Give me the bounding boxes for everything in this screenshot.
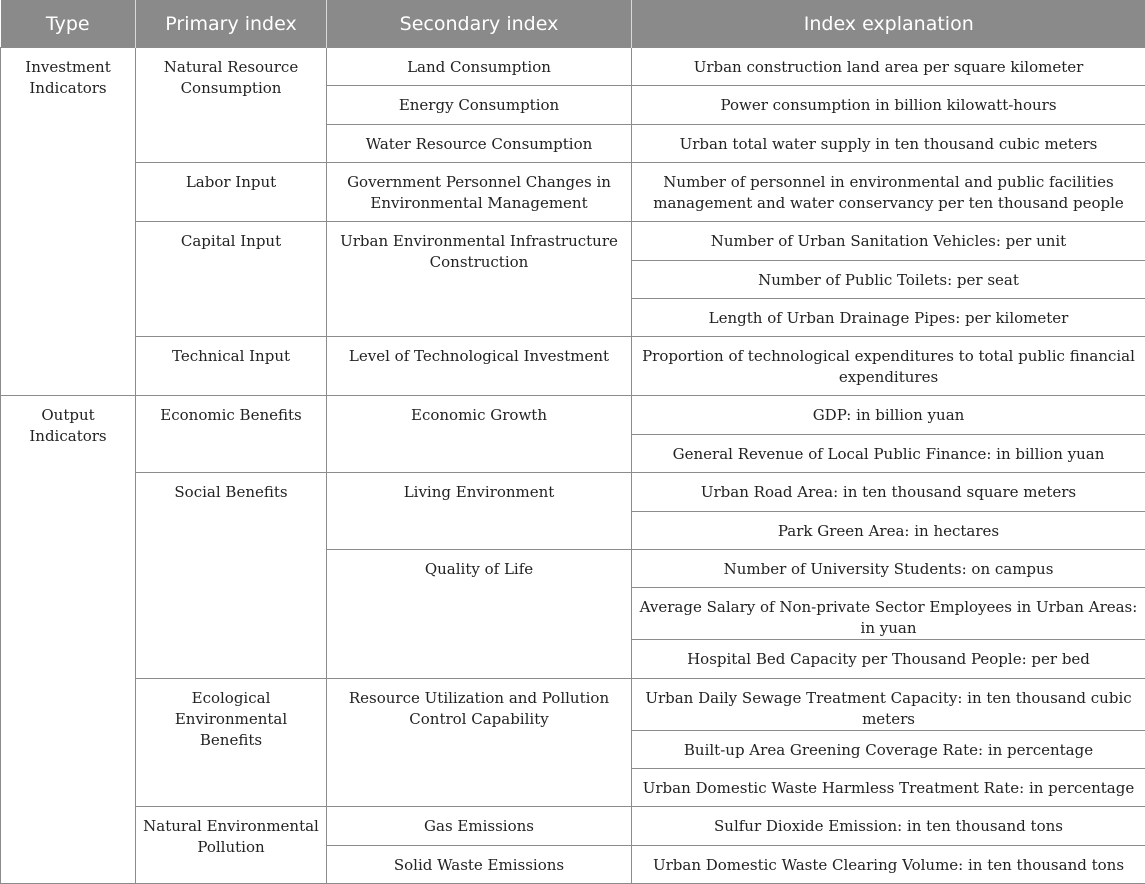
table-row xyxy=(1,473,1145,511)
secondary-cell-resource-util: Resource Utilization and Pollution Control Capability xyxy=(327,678,632,807)
type-cell-output: Output Indicators xyxy=(1,396,136,884)
explanation-cell: Urban construction land area per square kilometer xyxy=(632,48,1145,86)
primary-cell-ecological: Ecological Environmental Benefits xyxy=(136,678,327,807)
explanation-cell: GDP: in billion yuan xyxy=(632,396,1145,434)
primary-cell-pollution: Natural Environmental Pollution xyxy=(136,807,327,884)
secondary-cell-solid-waste: Solid Waste Emissions xyxy=(327,845,632,883)
header-index-explanation: Index explanation xyxy=(632,0,1145,48)
primary-cell-economic: Economic Benefits xyxy=(136,396,327,473)
table-row xyxy=(1,48,1145,86)
table-row xyxy=(1,807,1145,845)
secondary-cell-gov-personnel: Government Personnel Changes in Environmental Management xyxy=(327,163,632,222)
secondary-cell-energy: Energy Consumption xyxy=(327,86,632,124)
secondary-cell-water: Water Resource Consumption xyxy=(327,124,632,162)
explanation-cell: Built-up Area Greening Coverage Rate: in percentage xyxy=(632,730,1145,768)
table-row xyxy=(1,163,1145,222)
header-primary-index: Primary index xyxy=(136,0,327,48)
explanation-cell: Number of personnel in environmental and public facilities management and water conservancy per ten thousand people xyxy=(632,163,1145,222)
explanation-cell: Hospital Bed Capacity per Thousand People: per bed xyxy=(632,640,1145,678)
explanation-cell: General Revenue of Local Public Finance: in billion yuan xyxy=(632,434,1145,472)
primary-cell-capital: Capital Input xyxy=(136,222,327,337)
primary-cell-technical: Technical Input xyxy=(136,337,327,396)
explanation-cell: Urban Domestic Waste Clearing Volume: in ten thousand tons xyxy=(632,845,1145,883)
secondary-cell-living-env: Living Environment xyxy=(327,473,632,550)
header-row xyxy=(1,0,1145,48)
explanation-cell: Number of University Students: on campus xyxy=(632,549,1145,587)
primary-cell-labor: Labor Input xyxy=(136,163,327,222)
table-row xyxy=(1,678,1145,730)
explanation-cell: Urban Domestic Waste Harmless Treatment Rate: in percentage xyxy=(632,769,1145,807)
explanation-cell: Power consumption in billion kilowatt-hours xyxy=(632,86,1145,124)
secondary-cell-quality-life: Quality of Life xyxy=(327,549,632,678)
secondary-cell-econ-growth: Economic Growth xyxy=(327,396,632,473)
explanation-cell: Park Green Area: in hectares xyxy=(632,511,1145,549)
explanation-cell: Number of Public Toilets: per seat xyxy=(632,260,1145,298)
explanation-cell: Urban Daily Sewage Treatment Capacity: in ten thousand cubic meters xyxy=(632,678,1145,730)
table-row xyxy=(1,222,1145,260)
primary-cell-social: Social Benefits xyxy=(136,473,327,679)
explanation-cell: Proportion of technological expenditures to total public financial expenditures xyxy=(632,337,1145,396)
explanation-cell: Number of Urban Sanitation Vehicles: per unit xyxy=(632,222,1145,260)
explanation-cell: Urban total water supply in ten thousand cubic meters xyxy=(632,124,1145,162)
table-row xyxy=(1,396,1145,434)
explanation-cell: Length of Urban Drainage Pipes: per kilometer xyxy=(632,298,1145,336)
explanation-cell: Urban Road Area: in ten thousand square meters xyxy=(632,473,1145,511)
table-row xyxy=(1,337,1145,396)
header-type: Type xyxy=(1,0,136,48)
secondary-cell-land: Land Consumption xyxy=(327,48,632,86)
secondary-cell-gas: Gas Emissions xyxy=(327,807,632,845)
type-cell-investment: Investment Indicators xyxy=(1,48,136,396)
secondary-cell-infrastructure: Urban Environmental Infrastructure Construction xyxy=(327,222,632,337)
primary-cell-natural-resource: Natural Resource Consumption xyxy=(136,48,327,163)
header-secondary-index: Secondary index xyxy=(327,0,632,48)
secondary-cell-tech-investment: Level of Technological Investment xyxy=(327,337,632,396)
explanation-cell: Average Salary of Non-private Sector Employees in Urban Areas: in yuan xyxy=(632,588,1145,640)
explanation-cell: Sulfur Dioxide Emission: in ten thousand tons xyxy=(632,807,1145,845)
